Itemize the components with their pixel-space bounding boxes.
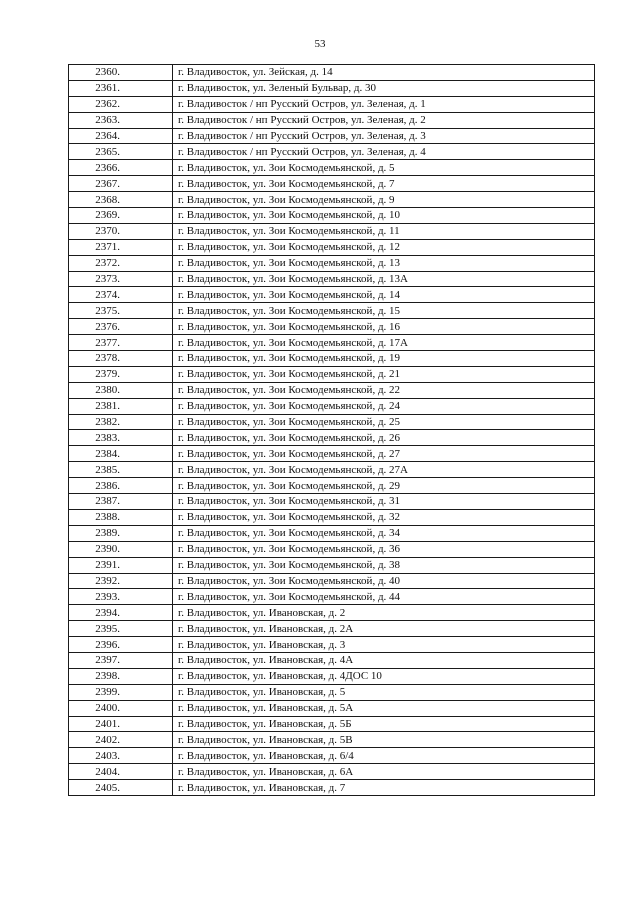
table-row [69, 446, 595, 462]
table-row [69, 541, 595, 557]
row-number-cell: 2369. [69, 208, 173, 224]
address-cell: г. Владивосток, ул. Ивановская, д. 5В [173, 732, 595, 748]
address-cell: г. Владивосток, ул. Зои Космодемьянской, д. 5 [173, 160, 595, 176]
row-number-cell: 2375. [69, 303, 173, 319]
table-row [69, 716, 595, 732]
table-row [69, 478, 595, 494]
table-row [69, 176, 595, 192]
address-cell: г. Владивосток, ул. Ивановская, д. 4А [173, 652, 595, 668]
table-row [69, 144, 595, 160]
table-row [69, 303, 595, 319]
row-number-cell: 2385. [69, 462, 173, 478]
address-cell: г. Владивосток, ул. Зои Космодемьянской, д. 31 [173, 494, 595, 510]
row-number-cell: 2391. [69, 557, 173, 573]
address-cell: г. Владивосток, ул. Зои Космодемьянской, д. 25 [173, 414, 595, 430]
table-row [69, 700, 595, 716]
address-cell: г. Владивосток, ул. Ивановская, д. 3 [173, 637, 595, 653]
table-row [69, 382, 595, 398]
address-cell: г. Владивосток, ул. Зои Космодемьянской, д. 9 [173, 192, 595, 208]
address-cell: г. Владивосток, ул. Зои Космодемьянской, д. 13А [173, 271, 595, 287]
table-row [69, 462, 595, 478]
address-cell: г. Владивосток, ул. Ивановская, д. 2А [173, 621, 595, 637]
row-number-cell: 2394. [69, 605, 173, 621]
row-number-cell: 2368. [69, 192, 173, 208]
address-cell: г. Владивосток, ул. Зои Космодемьянской, д. 19 [173, 351, 595, 367]
address-cell: г. Владивосток, ул. Ивановская, д. 5Б [173, 716, 595, 732]
table-row [69, 239, 595, 255]
address-cell: г. Владивосток / нп Русский Остров, ул. Зеленая, д. 3 [173, 128, 595, 144]
address-cell: г. Владивосток, ул. Зейская, д. 14 [173, 65, 595, 81]
address-cell: г. Владивосток, ул. Зои Космодемьянской, д. 7 [173, 176, 595, 192]
row-number-cell: 2398. [69, 668, 173, 684]
row-number-cell: 2371. [69, 239, 173, 255]
address-cell: г. Владивосток, ул. Зои Космодемьянской, д. 36 [173, 541, 595, 557]
address-cell: г. Владивосток, ул. Зои Космодемьянской, д. 22 [173, 382, 595, 398]
row-number-cell: 2388. [69, 509, 173, 525]
table-row [69, 668, 595, 684]
address-cell: г. Владивосток, ул. Ивановская, д. 7 [173, 780, 595, 796]
row-number-cell: 2360. [69, 65, 173, 81]
address-cell: г. Владивосток, ул. Ивановская, д. 6/4 [173, 748, 595, 764]
row-number-cell: 2373. [69, 271, 173, 287]
table-row [69, 65, 595, 81]
address-cell: г. Владивосток, ул. Зои Космодемьянской, д. 24 [173, 398, 595, 414]
row-number-cell: 2370. [69, 223, 173, 239]
address-cell: г. Владивосток, ул. Зои Космодемьянской, д. 12 [173, 239, 595, 255]
address-cell: г. Владивосток, ул. Ивановская, д. 5 [173, 684, 595, 700]
table-row [69, 414, 595, 430]
row-number-cell: 2400. [69, 700, 173, 716]
row-number-cell: 2372. [69, 255, 173, 271]
row-number-cell: 2405. [69, 780, 173, 796]
row-number-cell: 2403. [69, 748, 173, 764]
table-row [69, 351, 595, 367]
address-cell: г. Владивосток, ул. Зои Космодемьянской, д. 32 [173, 509, 595, 525]
row-number-cell: 2365. [69, 144, 173, 160]
row-number-cell: 2404. [69, 764, 173, 780]
row-number-cell: 2377. [69, 335, 173, 351]
table-row [69, 605, 595, 621]
address-cell: г. Владивосток, ул. Зои Космодемьянской, д. 14 [173, 287, 595, 303]
table-row [69, 637, 595, 653]
address-cell: г. Владивосток, ул. Зои Космодемьянской, д. 15 [173, 303, 595, 319]
address-cell: г. Владивосток, ул. Зои Космодемьянской, д. 17А [173, 335, 595, 351]
table-row [69, 96, 595, 112]
row-number-cell: 2389. [69, 525, 173, 541]
row-number-cell: 2361. [69, 80, 173, 96]
row-number-cell: 2380. [69, 382, 173, 398]
table-row [69, 557, 595, 573]
address-cell: г. Владивосток, ул. Зои Космодемьянской, д. 29 [173, 478, 595, 494]
table-row [69, 112, 595, 128]
table-row [69, 398, 595, 414]
row-number-cell: 2363. [69, 112, 173, 128]
page-number: 53 [314, 38, 326, 50]
row-number-cell: 2374. [69, 287, 173, 303]
address-cell: г. Владивосток, ул. Зои Космодемьянской, д. 11 [173, 223, 595, 239]
address-cell: г. Владивосток, ул. Зои Космодемьянской, д. 27А [173, 462, 595, 478]
address-cell: г. Владивосток, ул. Зои Космодемьянской, д. 27 [173, 446, 595, 462]
row-number-cell: 2393. [69, 589, 173, 605]
table-row [69, 80, 595, 96]
address-cell: г. Владивосток, ул. Зои Космодемьянской, д. 16 [173, 319, 595, 335]
table-row [69, 573, 595, 589]
row-number-cell: 2384. [69, 446, 173, 462]
address-cell: г. Владивосток / нп Русский Остров, ул. Зеленая, д. 4 [173, 144, 595, 160]
table-row [69, 589, 595, 605]
row-number-cell: 2382. [69, 414, 173, 430]
table-row [69, 366, 595, 382]
table-row [69, 748, 595, 764]
row-number-cell: 2381. [69, 398, 173, 414]
address-cell: г. Владивосток, ул. Зои Космодемьянской, д. 40 [173, 573, 595, 589]
row-number-cell: 2383. [69, 430, 173, 446]
address-cell: г. Владивосток, ул. Зои Космодемьянской, д. 38 [173, 557, 595, 573]
table-row [69, 319, 595, 335]
address-table [68, 64, 595, 796]
address-cell: г. Владивосток, ул. Ивановская, д. 4ДОС 10 [173, 668, 595, 684]
table-row [69, 287, 595, 303]
table-row [69, 192, 595, 208]
address-cell: г. Владивосток, ул. Ивановская, д. 2 [173, 605, 595, 621]
row-number-cell: 2401. [69, 716, 173, 732]
table-row [69, 764, 595, 780]
row-number-cell: 2376. [69, 319, 173, 335]
address-cell: г. Владивосток / нп Русский Остров, ул. Зеленая, д. 2 [173, 112, 595, 128]
row-number-cell: 2367. [69, 176, 173, 192]
table-row [69, 780, 595, 796]
table-row [69, 652, 595, 668]
table-row [69, 494, 595, 510]
address-cell: г. Владивосток, ул. Зои Космодемьянской, д. 21 [173, 366, 595, 382]
row-number-cell: 2379. [69, 366, 173, 382]
address-cell: г. Владивосток, ул. Зои Космодемьянской, д. 26 [173, 430, 595, 446]
row-number-cell: 2386. [69, 478, 173, 494]
row-number-cell: 2397. [69, 652, 173, 668]
row-number-cell: 2378. [69, 351, 173, 367]
table-row [69, 335, 595, 351]
address-cell: г. Владивосток, ул. Зеленый Бульвар, д. 30 [173, 80, 595, 96]
row-number-cell: 2402. [69, 732, 173, 748]
table-row [69, 621, 595, 637]
table-row [69, 128, 595, 144]
address-cell: г. Владивосток, ул. Ивановская, д. 6А [173, 764, 595, 780]
table-row [69, 525, 595, 541]
table-row [69, 223, 595, 239]
row-number-cell: 2362. [69, 96, 173, 112]
row-number-cell: 2366. [69, 160, 173, 176]
address-cell: г. Владивосток / нп Русский Остров, ул. Зеленая, д. 1 [173, 96, 595, 112]
row-number-cell: 2364. [69, 128, 173, 144]
address-cell: г. Владивосток, ул. Зои Космодемьянской, д. 34 [173, 525, 595, 541]
table-row [69, 271, 595, 287]
address-cell: г. Владивосток, ул. Ивановская, д. 5А [173, 700, 595, 716]
table-row [69, 509, 595, 525]
table-row [69, 430, 595, 446]
address-cell: г. Владивосток, ул. Зои Космодемьянской, д. 10 [173, 208, 595, 224]
row-number-cell: 2396. [69, 637, 173, 653]
table-row [69, 208, 595, 224]
table-row [69, 255, 595, 271]
table-row [69, 684, 595, 700]
table-row [69, 732, 595, 748]
address-cell: г. Владивосток, ул. Зои Космодемьянской, д. 13 [173, 255, 595, 271]
row-number-cell: 2390. [69, 541, 173, 557]
row-number-cell: 2399. [69, 684, 173, 700]
row-number-cell: 2395. [69, 621, 173, 637]
row-number-cell: 2392. [69, 573, 173, 589]
address-cell: г. Владивосток, ул. Зои Космодемьянской, д. 44 [173, 589, 595, 605]
address-table-body [69, 65, 595, 796]
table-row [69, 160, 595, 176]
row-number-cell: 2387. [69, 494, 173, 510]
